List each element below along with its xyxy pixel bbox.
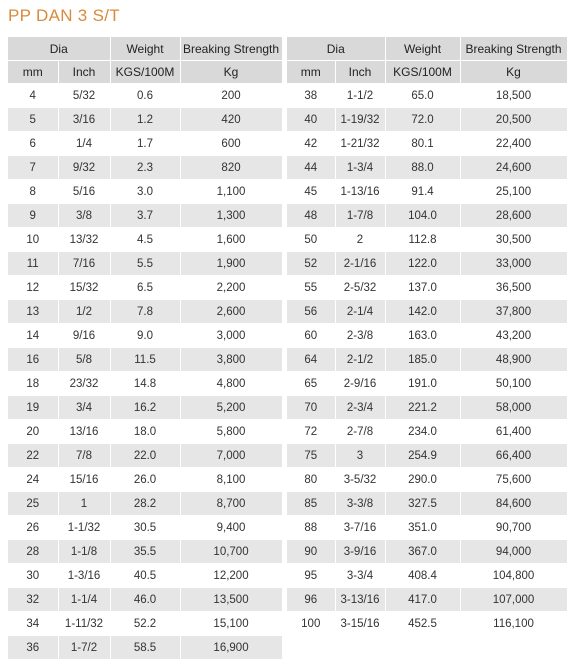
spec-table-right bbox=[287, 37, 568, 636]
cell-inch: 1-1/8 bbox=[58, 540, 110, 564]
cell-weight: 1.2 bbox=[110, 108, 180, 132]
cell-inch: 1-3/4 bbox=[335, 156, 385, 180]
cell-inch: 1-7/8 bbox=[335, 204, 385, 228]
cell-weight: 3.0 bbox=[110, 180, 180, 204]
cell-inch: 3-5/32 bbox=[335, 468, 385, 492]
cell-breaking-strength: 104,800 bbox=[460, 564, 567, 588]
cell-breaking-strength: 18,500 bbox=[460, 84, 567, 108]
cell-inch: 1-3/16 bbox=[58, 564, 110, 588]
cell-weight: 1.7 bbox=[110, 132, 180, 156]
cell-mm: 13 bbox=[8, 300, 58, 324]
cell-breaking-strength: 22,400 bbox=[460, 132, 567, 156]
table-row bbox=[8, 444, 282, 468]
cell-weight: 35.5 bbox=[110, 540, 180, 564]
cell-mm: 4 bbox=[8, 84, 58, 108]
cell-weight: 46.0 bbox=[110, 588, 180, 612]
table-row bbox=[8, 348, 282, 372]
table-row bbox=[287, 540, 567, 564]
cell-mm: 95 bbox=[287, 564, 335, 588]
cell-weight: 351.0 bbox=[385, 516, 460, 540]
page-title: PP DAN 3 S/T bbox=[8, 6, 120, 25]
table-row bbox=[287, 108, 567, 132]
mm-header: mm bbox=[287, 61, 335, 84]
table-row bbox=[8, 204, 282, 228]
table-row bbox=[287, 276, 567, 300]
cell-breaking-strength: 30,500 bbox=[460, 228, 567, 252]
header-row-group bbox=[8, 37, 282, 61]
table-row bbox=[8, 228, 282, 252]
cell-weight: 58.5 bbox=[110, 636, 180, 660]
table-row bbox=[8, 108, 282, 132]
cell-breaking-strength: 2,600 bbox=[180, 300, 282, 324]
cell-inch: 1-11/32 bbox=[58, 612, 110, 636]
cell-mm: 42 bbox=[287, 132, 335, 156]
cell-inch: 9/32 bbox=[58, 156, 110, 180]
table-row bbox=[8, 132, 282, 156]
header-row-units bbox=[287, 61, 567, 84]
cell-weight: 88.0 bbox=[385, 156, 460, 180]
cell-mm: 8 bbox=[8, 180, 58, 204]
cell-mm: 25 bbox=[8, 492, 58, 516]
cell-mm: 60 bbox=[287, 324, 335, 348]
cell-inch: 1-21/32 bbox=[335, 132, 385, 156]
cell-inch: 3/8 bbox=[58, 204, 110, 228]
strength-unit-header: Kg bbox=[180, 61, 282, 84]
cell-weight: 91.4 bbox=[385, 180, 460, 204]
cell-breaking-strength: 84,600 bbox=[460, 492, 567, 516]
cell-weight: 6.5 bbox=[110, 276, 180, 300]
table-row bbox=[8, 492, 282, 516]
cell-mm: 88 bbox=[287, 516, 335, 540]
table-row bbox=[8, 540, 282, 564]
cell-mm: 40 bbox=[287, 108, 335, 132]
table-row bbox=[287, 564, 567, 588]
cell-breaking-strength: 5,200 bbox=[180, 396, 282, 420]
table-row bbox=[8, 468, 282, 492]
cell-breaking-strength: 75,600 bbox=[460, 468, 567, 492]
cell-mm: 19 bbox=[8, 396, 58, 420]
cell-breaking-strength: 5,800 bbox=[180, 420, 282, 444]
cell-mm: 44 bbox=[287, 156, 335, 180]
cell-weight: 72.0 bbox=[385, 108, 460, 132]
table-row bbox=[287, 372, 567, 396]
table-row bbox=[287, 180, 567, 204]
cell-weight: 0.6 bbox=[110, 84, 180, 108]
cell-inch: 5/32 bbox=[58, 84, 110, 108]
cell-weight: 221.2 bbox=[385, 396, 460, 420]
table-row bbox=[287, 516, 567, 540]
cell-weight: 2.3 bbox=[110, 156, 180, 180]
cell-mm: 96 bbox=[287, 588, 335, 612]
cell-inch: 7/8 bbox=[58, 444, 110, 468]
cell-breaking-strength: 12,200 bbox=[180, 564, 282, 588]
cell-inch: 2-1/4 bbox=[335, 300, 385, 324]
cell-breaking-strength: 8,100 bbox=[180, 468, 282, 492]
table-row bbox=[8, 252, 282, 276]
weight-unit-header: KGS/100M bbox=[385, 61, 460, 84]
table-row bbox=[8, 396, 282, 420]
cell-breaking-strength: 1,900 bbox=[180, 252, 282, 276]
cell-breaking-strength: 2,200 bbox=[180, 276, 282, 300]
cell-inch: 3-13/16 bbox=[335, 588, 385, 612]
table-row bbox=[8, 372, 282, 396]
cell-mm: 5 bbox=[8, 108, 58, 132]
cell-mm: 30 bbox=[8, 564, 58, 588]
table-row bbox=[8, 180, 282, 204]
table-row bbox=[8, 516, 282, 540]
table-row bbox=[287, 204, 567, 228]
cell-inch: 3/4 bbox=[58, 396, 110, 420]
cell-mm: 6 bbox=[8, 132, 58, 156]
cell-mm: 100 bbox=[287, 612, 335, 636]
cell-weight: 52.2 bbox=[110, 612, 180, 636]
cell-weight: 234.0 bbox=[385, 420, 460, 444]
cell-weight: 14.8 bbox=[110, 372, 180, 396]
table-row bbox=[287, 156, 567, 180]
cell-mm: 56 bbox=[287, 300, 335, 324]
cell-breaking-strength: 3,000 bbox=[180, 324, 282, 348]
cell-breaking-strength: 48,900 bbox=[460, 348, 567, 372]
cell-mm: 22 bbox=[8, 444, 58, 468]
cell-weight: 16.2 bbox=[110, 396, 180, 420]
cell-inch: 1-1/4 bbox=[58, 588, 110, 612]
cell-breaking-strength: 28,600 bbox=[460, 204, 567, 228]
cell-breaking-strength: 3,800 bbox=[180, 348, 282, 372]
cell-breaking-strength: 13,500 bbox=[180, 588, 282, 612]
cell-breaking-strength: 600 bbox=[180, 132, 282, 156]
table-row bbox=[8, 300, 282, 324]
cell-weight: 137.0 bbox=[385, 276, 460, 300]
cell-breaking-strength: 37,800 bbox=[460, 300, 567, 324]
cell-inch: 1-1/32 bbox=[58, 516, 110, 540]
cell-breaking-strength: 1,600 bbox=[180, 228, 282, 252]
cell-breaking-strength: 107,000 bbox=[460, 588, 567, 612]
table-row bbox=[287, 348, 567, 372]
cell-breaking-strength: 10,700 bbox=[180, 540, 282, 564]
cell-mm: 85 bbox=[287, 492, 335, 516]
breaking-strength-header: Breaking Strength bbox=[460, 37, 567, 61]
cell-breaking-strength: 1,300 bbox=[180, 204, 282, 228]
table-row bbox=[8, 588, 282, 612]
cell-weight: 191.0 bbox=[385, 372, 460, 396]
cell-weight: 367.0 bbox=[385, 540, 460, 564]
table-row bbox=[287, 444, 567, 468]
cell-mm: 7 bbox=[8, 156, 58, 180]
cell-inch: 1-7/2 bbox=[58, 636, 110, 660]
cell-inch: 2-3/4 bbox=[335, 396, 385, 420]
table-row bbox=[8, 612, 282, 636]
cell-weight: 104.0 bbox=[385, 204, 460, 228]
cell-mm: 26 bbox=[8, 516, 58, 540]
cell-mm: 55 bbox=[287, 276, 335, 300]
cell-inch: 3-9/16 bbox=[335, 540, 385, 564]
cell-mm: 18 bbox=[8, 372, 58, 396]
cell-mm: 24 bbox=[8, 468, 58, 492]
table-row bbox=[287, 324, 567, 348]
cell-mm: 90 bbox=[287, 540, 335, 564]
cell-inch: 15/32 bbox=[58, 276, 110, 300]
cell-weight: 452.5 bbox=[385, 612, 460, 636]
cell-mm: 38 bbox=[287, 84, 335, 108]
cell-inch: 3-15/16 bbox=[335, 612, 385, 636]
cell-weight: 4.5 bbox=[110, 228, 180, 252]
inch-header: Inch bbox=[335, 61, 385, 84]
cell-weight: 80.1 bbox=[385, 132, 460, 156]
cell-weight: 9.0 bbox=[110, 324, 180, 348]
cell-breaking-strength: 50,100 bbox=[460, 372, 567, 396]
cell-breaking-strength: 33,000 bbox=[460, 252, 567, 276]
cell-mm: 48 bbox=[287, 204, 335, 228]
table-row bbox=[287, 396, 567, 420]
cell-breaking-strength: 24,600 bbox=[460, 156, 567, 180]
cell-inch: 2-1/16 bbox=[335, 252, 385, 276]
cell-inch: 1-1/2 bbox=[335, 84, 385, 108]
spec-table-left bbox=[8, 37, 283, 660]
mm-header: mm bbox=[8, 61, 58, 84]
cell-weight: 163.0 bbox=[385, 324, 460, 348]
cell-inch: 3-7/16 bbox=[335, 516, 385, 540]
cell-inch: 1-13/16 bbox=[335, 180, 385, 204]
cell-weight: 417.0 bbox=[385, 588, 460, 612]
cell-breaking-strength: 16,900 bbox=[180, 636, 282, 660]
cell-breaking-strength: 66,400 bbox=[460, 444, 567, 468]
cell-inch: 15/16 bbox=[58, 468, 110, 492]
cell-mm: 12 bbox=[8, 276, 58, 300]
weight-header: Weight bbox=[110, 37, 180, 61]
cell-inch: 1 bbox=[58, 492, 110, 516]
cell-breaking-strength: 820 bbox=[180, 156, 282, 180]
table-row bbox=[287, 132, 567, 156]
cell-inch: 3 bbox=[335, 444, 385, 468]
table-row bbox=[8, 420, 282, 444]
table-row bbox=[287, 300, 567, 324]
cell-breaking-strength: 25,100 bbox=[460, 180, 567, 204]
cell-inch: 1-19/32 bbox=[335, 108, 385, 132]
table-row bbox=[287, 468, 567, 492]
cell-inch: 5/8 bbox=[58, 348, 110, 372]
table-row bbox=[8, 84, 282, 108]
cell-inch: 2 bbox=[335, 228, 385, 252]
strength-unit-header: Kg bbox=[460, 61, 567, 84]
cell-mm: 20 bbox=[8, 420, 58, 444]
cell-mm: 52 bbox=[287, 252, 335, 276]
table-row bbox=[8, 564, 282, 588]
table-row bbox=[8, 276, 282, 300]
cell-inch: 2-7/8 bbox=[335, 420, 385, 444]
table-row bbox=[287, 492, 567, 516]
cell-weight: 290.0 bbox=[385, 468, 460, 492]
cell-breaking-strength: 7,000 bbox=[180, 444, 282, 468]
table-row bbox=[8, 324, 282, 348]
cell-breaking-strength: 1,100 bbox=[180, 180, 282, 204]
cell-breaking-strength: 90,700 bbox=[460, 516, 567, 540]
cell-breaking-strength: 9,400 bbox=[180, 516, 282, 540]
cell-breaking-strength: 4,800 bbox=[180, 372, 282, 396]
cell-mm: 11 bbox=[8, 252, 58, 276]
cell-weight: 30.5 bbox=[110, 516, 180, 540]
cell-inch: 2-3/8 bbox=[335, 324, 385, 348]
cell-breaking-strength: 200 bbox=[180, 84, 282, 108]
cell-inch: 2-9/16 bbox=[335, 372, 385, 396]
cell-breaking-strength: 61,400 bbox=[460, 420, 567, 444]
cell-mm: 36 bbox=[8, 636, 58, 660]
cell-breaking-strength: 116,100 bbox=[460, 612, 567, 636]
dia-header: Dia bbox=[287, 37, 385, 61]
cell-inch: 1/4 bbox=[58, 132, 110, 156]
table-row bbox=[8, 156, 282, 180]
cell-weight: 185.0 bbox=[385, 348, 460, 372]
cell-weight: 122.0 bbox=[385, 252, 460, 276]
cell-mm: 65 bbox=[287, 372, 335, 396]
cell-weight: 408.4 bbox=[385, 564, 460, 588]
cell-inch: 7/16 bbox=[58, 252, 110, 276]
breaking-strength-header: Breaking Strength bbox=[180, 37, 282, 61]
cell-mm: 80 bbox=[287, 468, 335, 492]
table-row bbox=[287, 420, 567, 444]
header-row-units bbox=[8, 61, 282, 84]
cell-inch: 3-3/4 bbox=[335, 564, 385, 588]
cell-mm: 70 bbox=[287, 396, 335, 420]
cell-breaking-strength: 20,500 bbox=[460, 108, 567, 132]
cell-weight: 65.0 bbox=[385, 84, 460, 108]
cell-inch: 3/16 bbox=[58, 108, 110, 132]
table-row bbox=[287, 588, 567, 612]
header-row-group bbox=[287, 37, 567, 61]
cell-mm: 34 bbox=[8, 612, 58, 636]
table-row bbox=[287, 612, 567, 636]
cell-inch: 2-1/2 bbox=[335, 348, 385, 372]
cell-breaking-strength: 420 bbox=[180, 108, 282, 132]
table-row bbox=[287, 228, 567, 252]
cell-mm: 50 bbox=[287, 228, 335, 252]
weight-unit-header: KGS/100M bbox=[110, 61, 180, 84]
cell-mm: 10 bbox=[8, 228, 58, 252]
cell-weight: 28.2 bbox=[110, 492, 180, 516]
cell-inch: 13/32 bbox=[58, 228, 110, 252]
cell-inch: 5/16 bbox=[58, 180, 110, 204]
cell-weight: 112.8 bbox=[385, 228, 460, 252]
cell-mm: 75 bbox=[287, 444, 335, 468]
inch-header: Inch bbox=[58, 61, 110, 84]
cell-weight: 254.9 bbox=[385, 444, 460, 468]
cell-mm: 9 bbox=[8, 204, 58, 228]
cell-weight: 7.8 bbox=[110, 300, 180, 324]
cell-inch: 9/16 bbox=[58, 324, 110, 348]
cell-weight: 26.0 bbox=[110, 468, 180, 492]
cell-inch: 3-3/8 bbox=[335, 492, 385, 516]
cell-inch: 2-5/32 bbox=[335, 276, 385, 300]
cell-breaking-strength: 43,200 bbox=[460, 324, 567, 348]
cell-weight: 142.0 bbox=[385, 300, 460, 324]
cell-weight: 22.0 bbox=[110, 444, 180, 468]
cell-weight: 11.5 bbox=[110, 348, 180, 372]
cell-mm: 28 bbox=[8, 540, 58, 564]
cell-breaking-strength: 8,700 bbox=[180, 492, 282, 516]
weight-header: Weight bbox=[385, 37, 460, 61]
cell-weight: 5.5 bbox=[110, 252, 180, 276]
cell-weight: 40.5 bbox=[110, 564, 180, 588]
cell-weight: 18.0 bbox=[110, 420, 180, 444]
cell-breaking-strength: 94,000 bbox=[460, 540, 567, 564]
cell-mm: 72 bbox=[287, 420, 335, 444]
cell-inch: 1/2 bbox=[58, 300, 110, 324]
cell-mm: 64 bbox=[287, 348, 335, 372]
cell-mm: 32 bbox=[8, 588, 58, 612]
cell-breaking-strength: 15,100 bbox=[180, 612, 282, 636]
cell-inch: 23/32 bbox=[58, 372, 110, 396]
cell-weight: 327.5 bbox=[385, 492, 460, 516]
dia-header: Dia bbox=[8, 37, 110, 61]
cell-breaking-strength: 58,000 bbox=[460, 396, 567, 420]
cell-breaking-strength: 36,500 bbox=[460, 276, 567, 300]
table-row bbox=[287, 84, 567, 108]
cell-inch: 13/16 bbox=[58, 420, 110, 444]
cell-weight: 3.7 bbox=[110, 204, 180, 228]
cell-mm: 16 bbox=[8, 348, 58, 372]
cell-mm: 14 bbox=[8, 324, 58, 348]
table-row bbox=[287, 252, 567, 276]
cell-mm: 45 bbox=[287, 180, 335, 204]
